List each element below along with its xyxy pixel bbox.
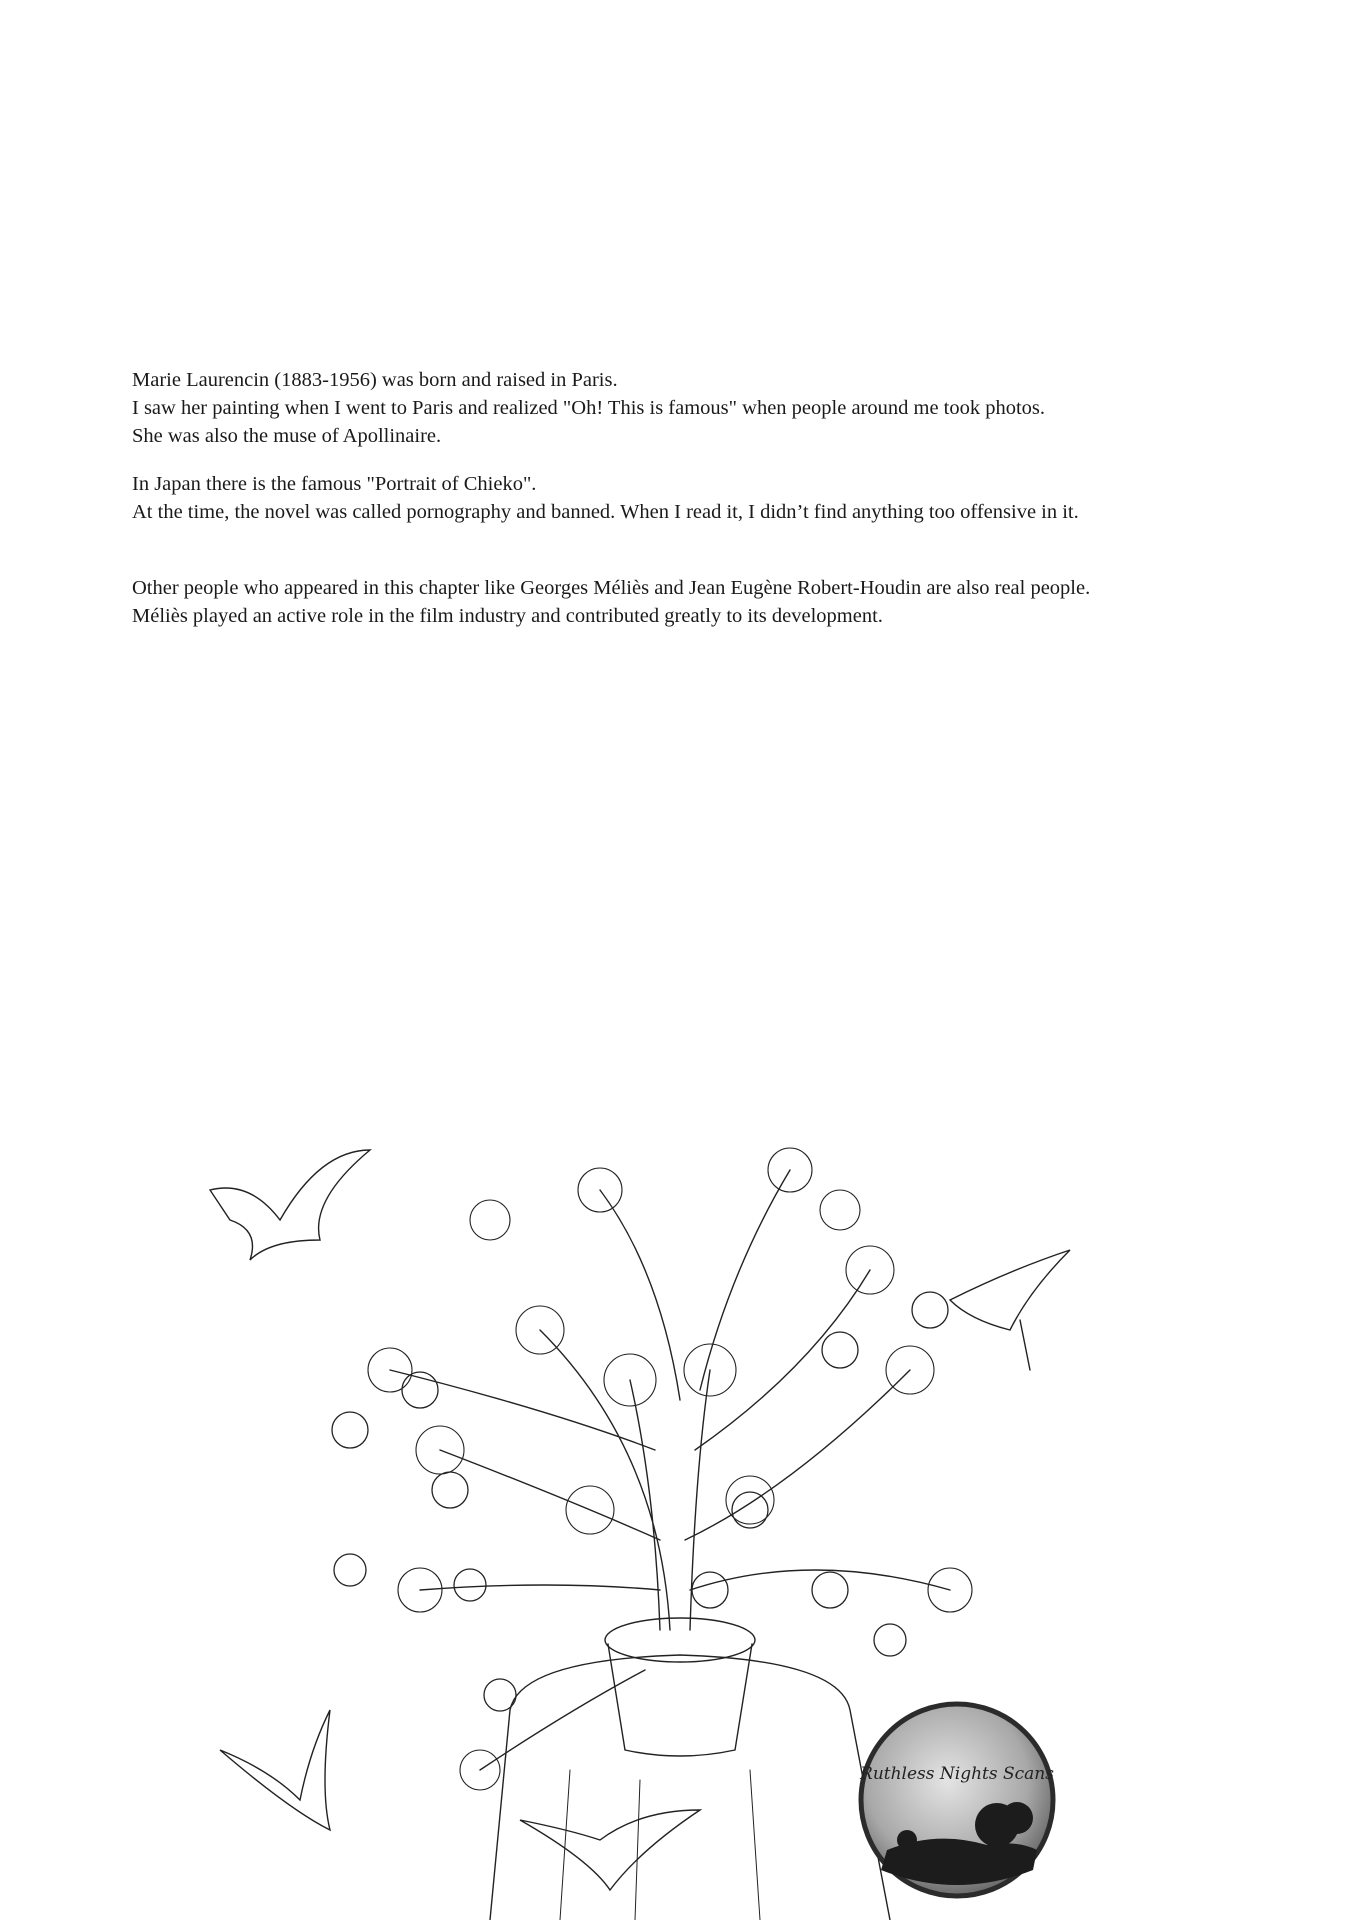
note-line: At the time, the novel was called pornography and banned. When I read it, I didn’t find anything too offensive in it. [132,501,1079,523]
moon-logo-icon [857,1700,1057,1900]
watermark-text: Ruthless Nights Scans [860,1764,1054,1784]
scanlation-watermark [857,1700,1057,1900]
note-line: In Japan there is the famous "Portrait of Chieko". [132,473,537,495]
note-line: Méliès played an active role in the film industry and contributed greatly to its development. [132,605,883,627]
note-line: Other people who appeared in this chapter like Georges Méliès and Jean Eugène Robert-Houdin are also real people. [132,577,1091,599]
note-line: I saw her painting when I went to Paris and realized "Oh! This is famous" when people around me took photos. [132,397,1046,419]
author-notes [132,366,1282,630]
note-line: Marie Laurencin (1883-1956) was born and raised in Paris. [132,369,618,391]
note-line: She was also the muse of Apollinaire. [132,425,442,447]
